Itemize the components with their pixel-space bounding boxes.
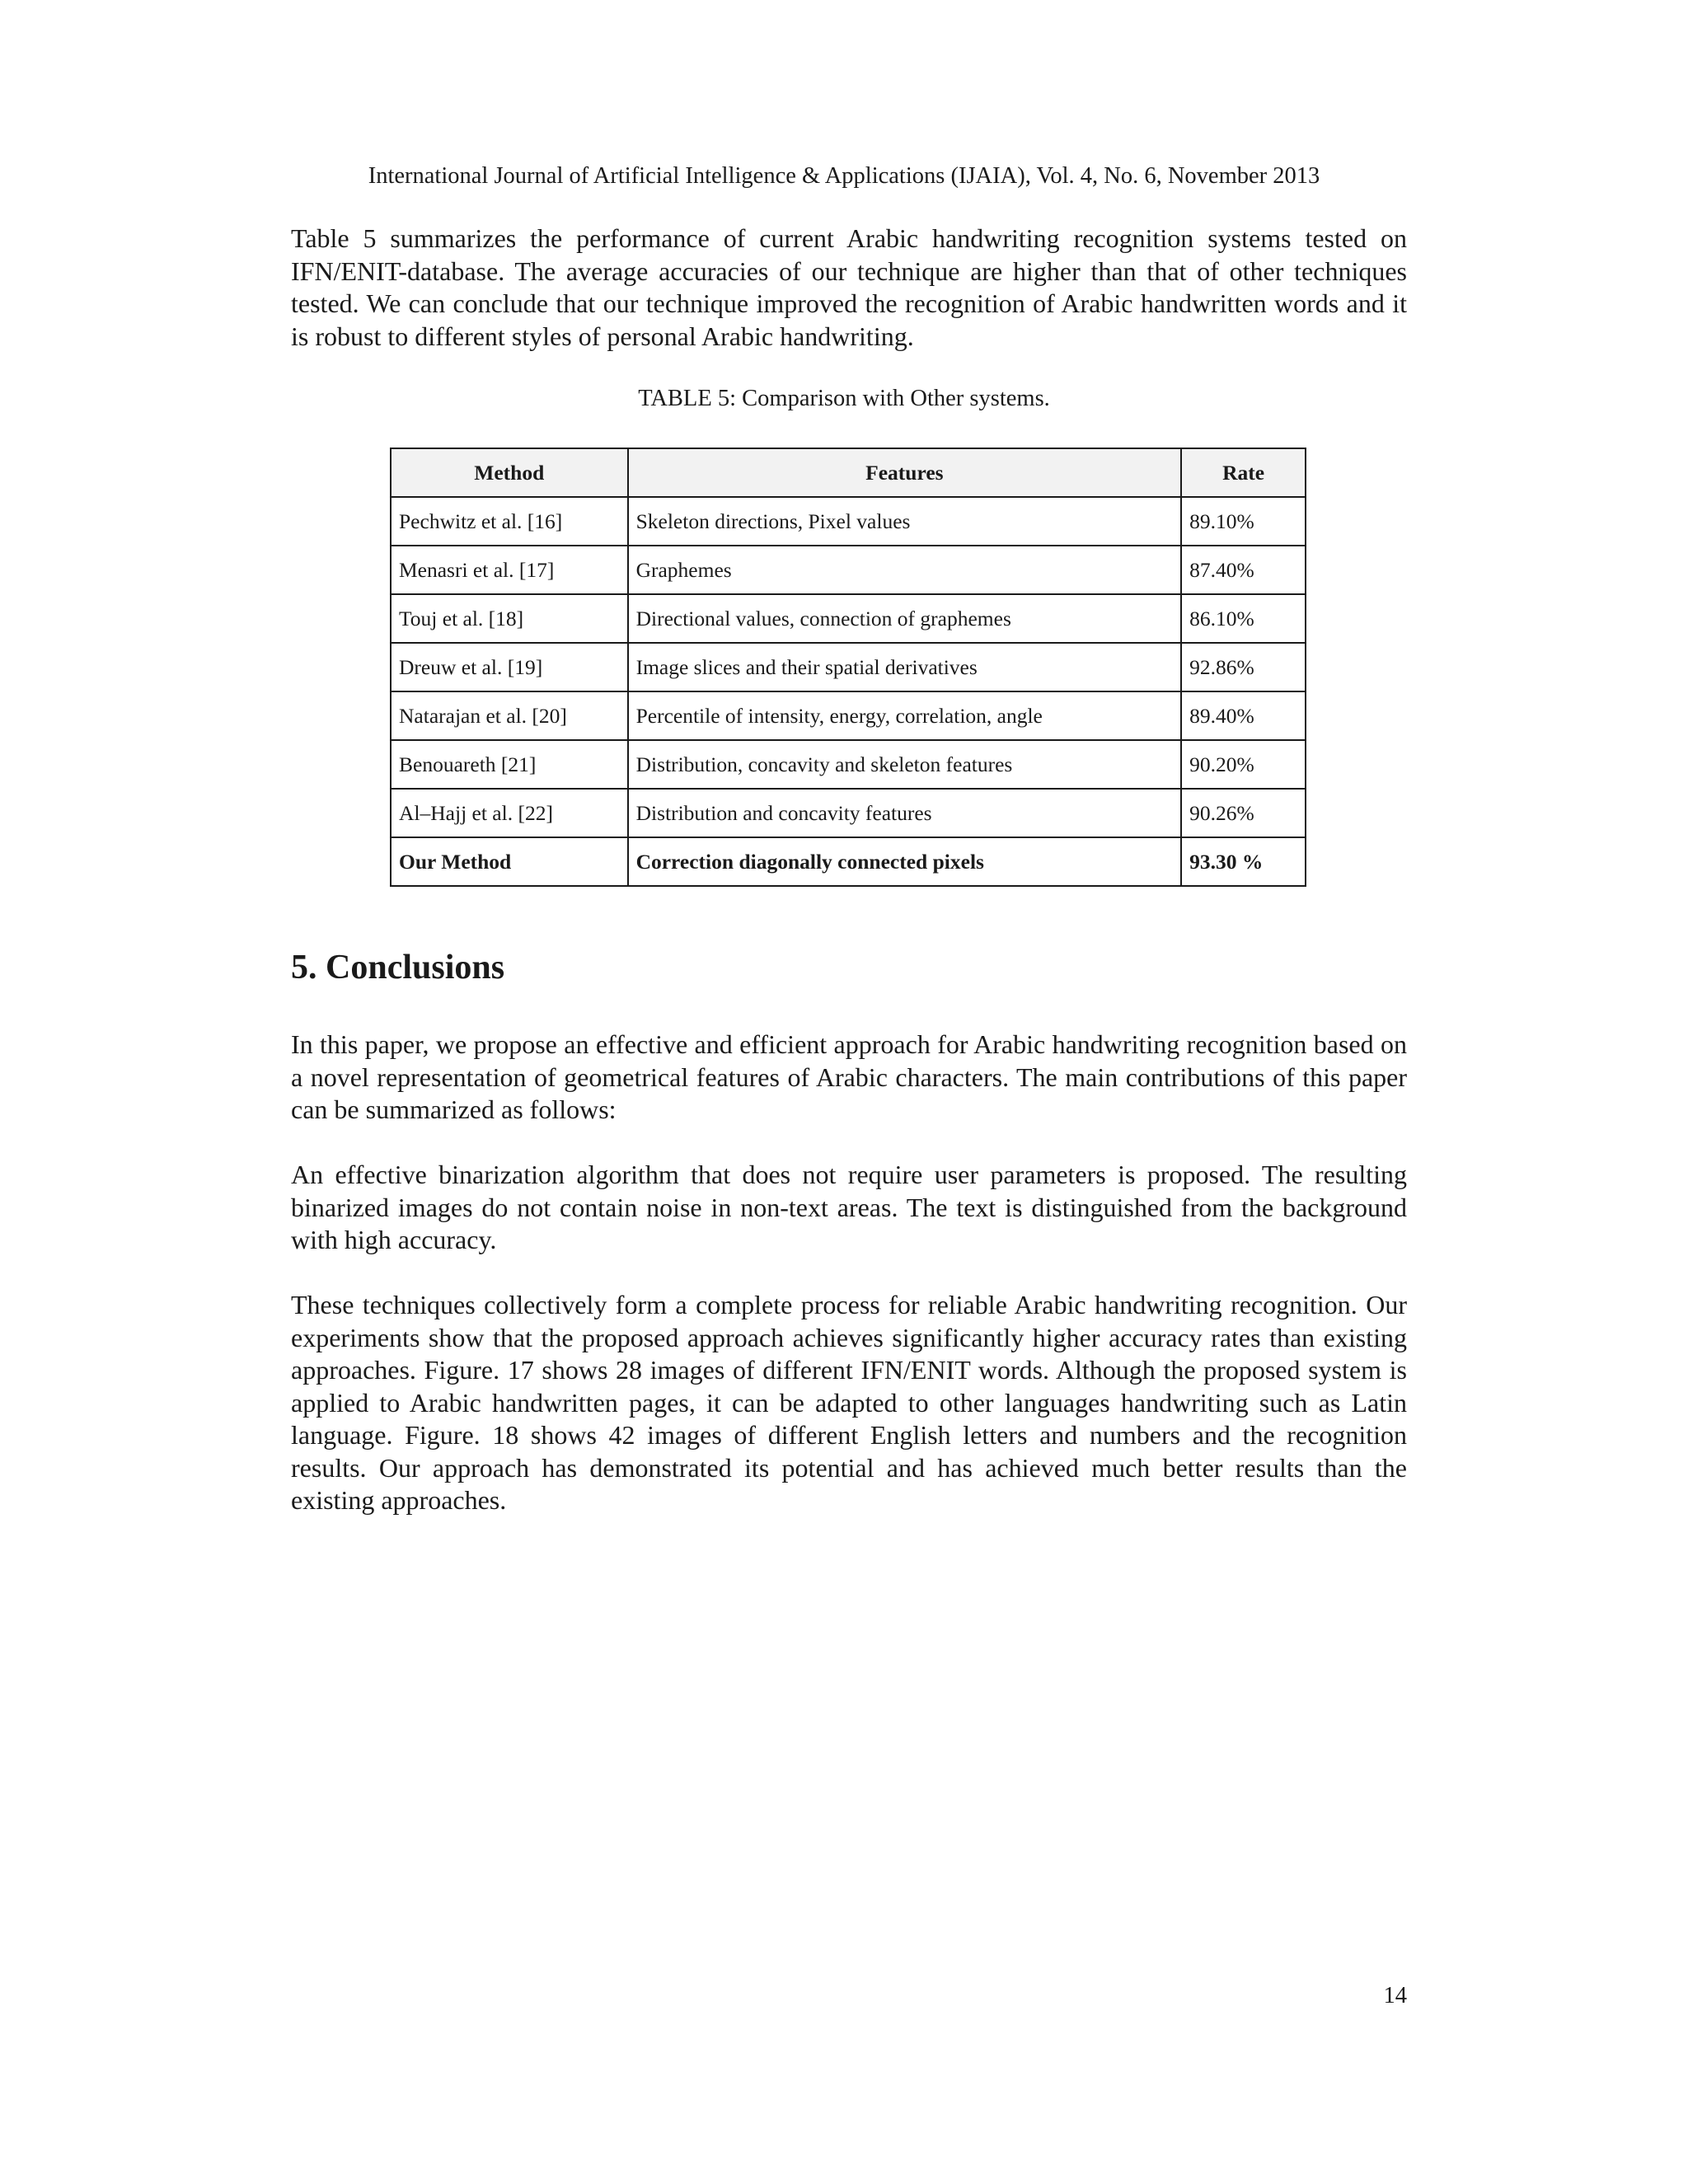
features-cell: Skeleton directions, Pixel values [628,497,1182,546]
features-cell: Percentile of intensity, energy, correlation, angle [628,691,1182,740]
column-header-method: Method [391,448,628,497]
table-row-our-method [391,837,1306,886]
table-row [391,789,1306,837]
method-cell: Our Method [391,837,628,886]
features-cell: Image slices and their spatial derivatives [628,643,1182,691]
table-row [391,643,1306,691]
intro-paragraph: Table 5 summarizes the performance of current Arabic handwriting recognition systems tested on IFN/ENIT-database. The average accuracies of our technique are higher than that of other techniques tested. We can conclude that our technique improved the recognition of Arabic handwritten words and it is robust to different styles of personal Arabic handwriting. [291,223,1407,351]
method-cell: Menasri et al. [17] [391,546,628,594]
features-cell: Correction diagonally connected pixels [628,837,1182,886]
rate-cell: 87.40% [1181,546,1306,594]
rate-cell: 92.86% [1181,643,1306,691]
rate-cell: 90.26% [1181,789,1306,837]
features-cell: Distribution and concavity features [628,789,1182,837]
rate-cell: 89.40% [1181,691,1306,740]
conclusion-paragraph: These techniques collectively form a complete process for reliable Arabic handwriting recognition. Our experiments show that the proposed approach achieves significantly higher accuracy rates than existing approaches. Figure. 17 shows 28 images of different IFN/ENIT words. Although the proposed system is applied to Arabic handwritten pages, it can be adapted to other languages handwriting such as Latin language. Figure. 18 shows 42 images of different English letters and numbers and the recognition results. Our approach has demonstrated its potential and has achieved much better results than the existing approaches. [291,1290,1407,1515]
table-row [391,740,1306,789]
method-cell: Benouareth [21] [391,740,628,789]
method-cell: Pechwitz et al. [16] [391,497,628,546]
method-cell: Touj et al. [18] [391,594,628,643]
journal-header: International Journal of Artificial Intelligence & Applications (IJAIA), Vol. 4, No. 6, November 2013 [368,163,1320,189]
rate-cell: 86.10% [1181,594,1306,643]
table-row [391,594,1306,643]
table-header-row [391,448,1306,497]
table-row [391,497,1306,546]
table-row [391,691,1306,740]
column-header-features: Features [628,448,1182,497]
comparison-table [390,448,1306,887]
rate-cell: 93.30 % [1181,837,1306,886]
method-cell: Dreuw et al. [19] [391,643,628,691]
conclusion-paragraph: In this paper, we propose an effective and efficient approach for Arabic handwriting recognition based on a novel representation of geometrical features of Arabic characters. The main contributions of this paper can be summarized as follows: [291,1029,1407,1124]
section-title-conclusions: 5. Conclusions [291,949,505,987]
features-cell: Graphemes [628,546,1182,594]
method-cell: Natarajan et al. [20] [391,691,628,740]
table-row [391,546,1306,594]
features-cell: Directional values, connection of graphemes [628,594,1182,643]
column-header-rate: Rate [1181,448,1306,497]
page-number: 14 [1383,1983,1407,2008]
conclusion-paragraph: An effective binarization algorithm that does not require user parameters is proposed. The resulting binarized images do not contain noise in non-text areas. The text is distinguished from the background with high accuracy. [291,1160,1407,1254]
rate-cell: 90.20% [1181,740,1306,789]
features-cell: Distribution, concavity and skeleton features [628,740,1182,789]
method-cell: Al–Hajj et al. [22] [391,789,628,837]
table-caption: TABLE 5: Comparison with Other systems. [638,386,1050,411]
rate-cell: 89.10% [1181,497,1306,546]
